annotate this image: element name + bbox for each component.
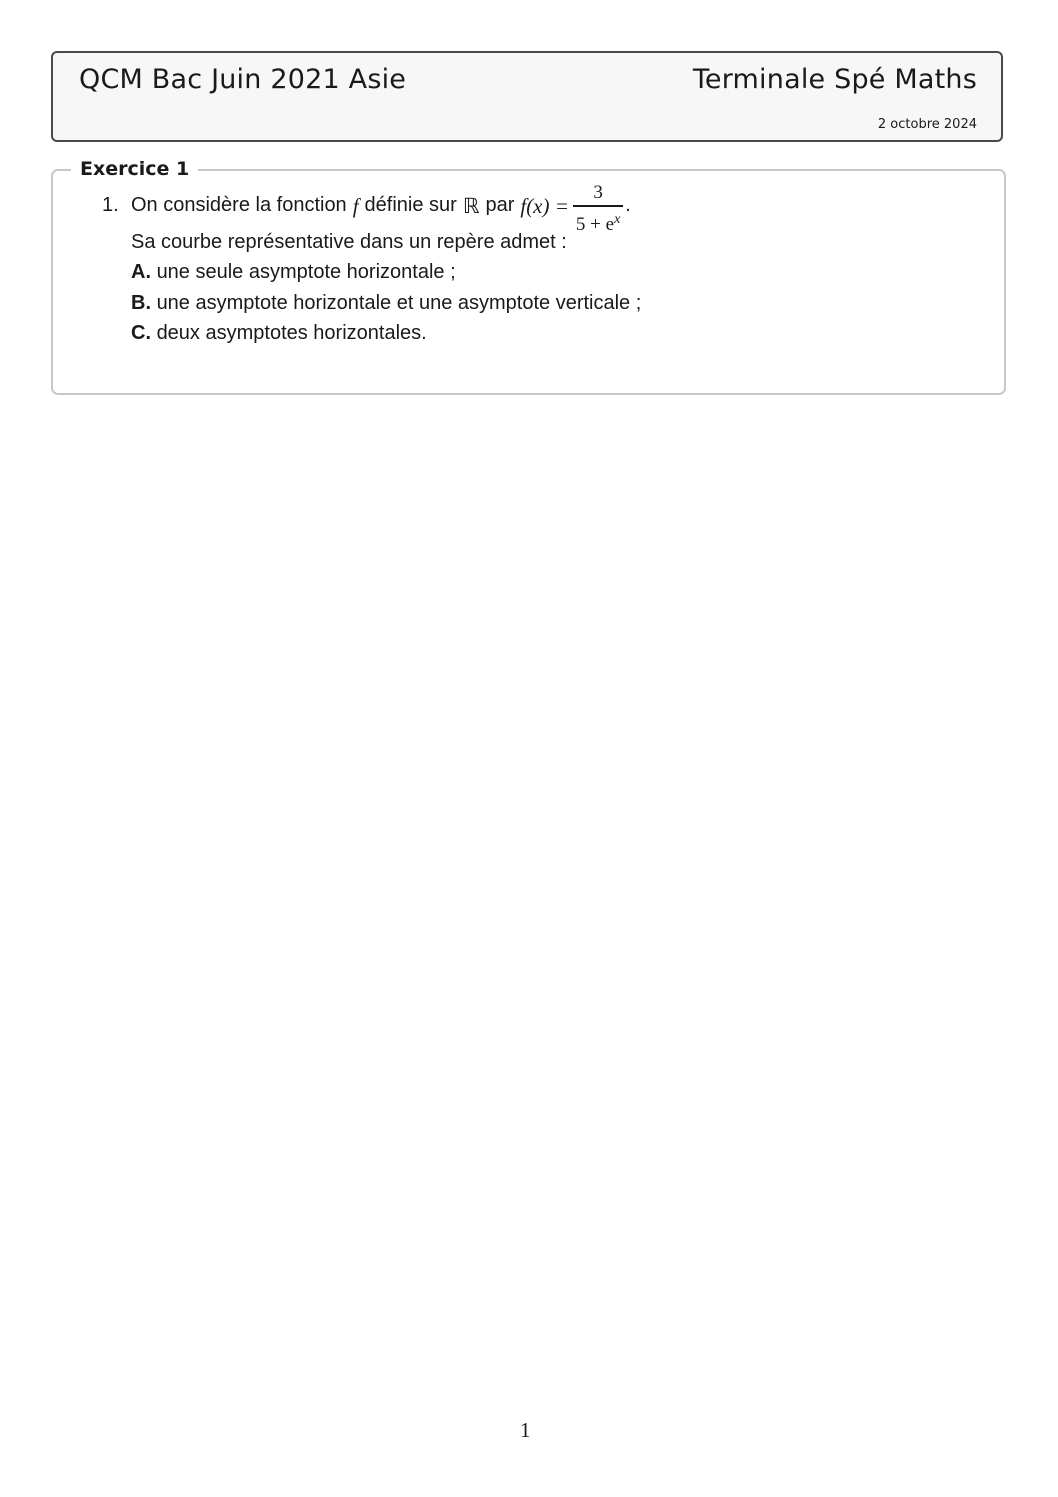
option-b-text: une asymptote horizontale et une asymptote verticale ; [156,292,642,314]
option-b-letter: B. [131,292,151,314]
question-intro-par: par [485,194,515,216]
exercise-title: Exercice 1 [71,158,198,180]
option-b [131,292,641,315]
document-title: QCM Bac Juin 2021 Asie [79,64,407,95]
fraction-bar [573,205,623,207]
function-name: f [352,194,359,218]
question-intro-start: On considère la fonction [131,194,347,216]
fraction-exponent: x [614,211,621,227]
option-c-letter: C. [131,322,151,344]
fraction-denominator [573,209,623,236]
fraction-numerator: 3 [593,182,603,203]
question-prompt: Sa courbe représentative dans un repère admet : [131,231,567,253]
fraction [573,183,623,236]
document-date: 2 octobre 2024 [877,117,977,132]
option-a [131,261,456,284]
page-number: 1 [520,1418,531,1442]
option-a-text: une seule asymptote horizontale ; [156,261,456,283]
option-a-letter: A. [131,261,151,283]
formula-lhs: f(x) = [520,194,569,218]
fraction-denominator-base: 5 + e [575,213,615,235]
end-punctuation: . [625,194,631,216]
document-header [51,51,1003,142]
document-subject: Terminale Spé Maths [692,64,977,95]
question-intro-mid: définie sur [364,194,457,216]
question-statement [131,182,631,236]
option-c [131,322,427,345]
question-number: 1. [102,194,119,216]
domain-symbol: ℝ [462,194,480,218]
option-c-text: deux asymptotes horizontales. [156,322,427,344]
